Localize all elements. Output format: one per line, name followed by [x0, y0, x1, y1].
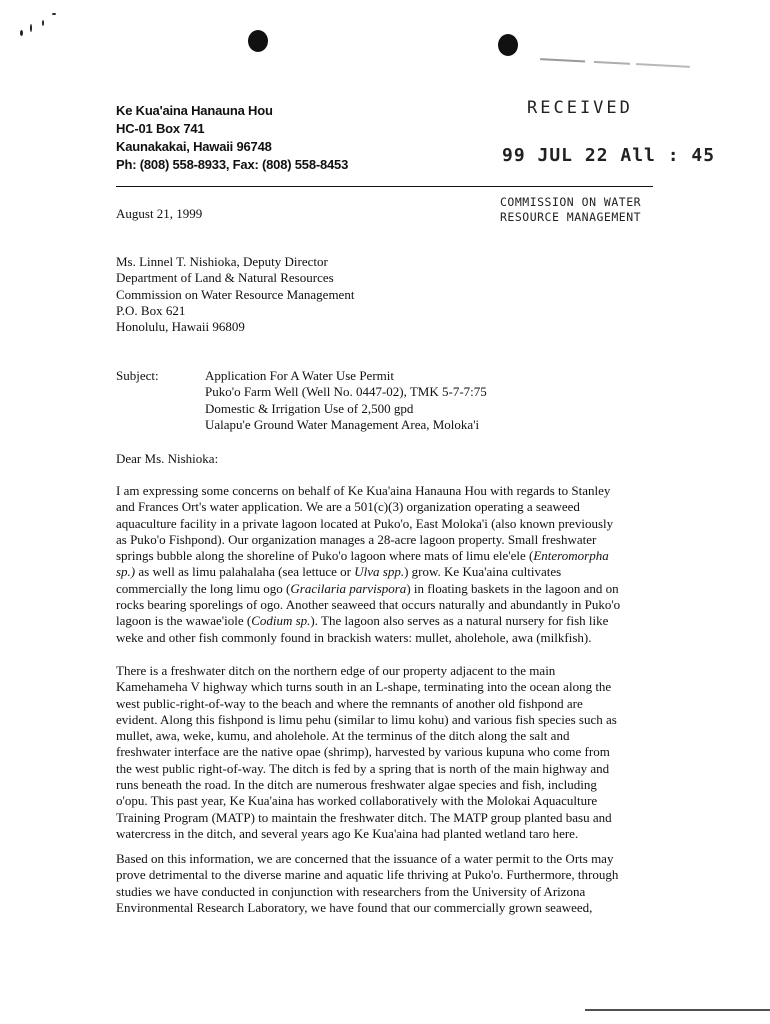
paragraph-line: commercially the long limu ogo (Gracilaria parvispora) in floating baskets in the lagoon and on [116, 580, 619, 596]
subject-line: Puko'o Farm Well (Well No. 0447-02), TMK 5-7-7:75 [205, 384, 487, 400]
paragraph-line: as Puko'o Fishpond). Our organization manages a 28-acre lagoon property. Small freshwater [116, 531, 597, 547]
address-line: Ms. Linnel T. Nishioka, Deputy Director [116, 254, 328, 269]
address-line: P.O. Box 621 [116, 302, 186, 318]
paragraph-line: aquaculture facility in a private lagoon located at Puko'o, East Moloka'i (also known previously [116, 515, 614, 531]
paragraph-line: Training Program (MATP) to maintain the freshwater ditch. The MATP group planted basu and [116, 809, 612, 825]
paragraph-line: o'opu. This past year, Ke Kua'aina has worked collaboratively with the Molokai Aquaculture [116, 793, 598, 809]
salutation: Dear Ms. Nishioka: [116, 451, 219, 466]
subject-line: Domestic & Irrigation Use of 2,500 gpd [205, 400, 414, 416]
paragraph-line: lagoon is the wawae'iole (Codium sp.). The lagoon also serves as a natural nursery for fish like [116, 613, 609, 629]
italic-term: sp.) [116, 564, 136, 580]
body-paragraph [116, 851, 661, 916]
letterhead-divider [116, 186, 653, 187]
paragraph-line: runs beneath the road. In the ditch are numerous freshwater algae species and fish, including [116, 777, 597, 793]
stamp-commission-line: RESOURCE MANAGEMENT [500, 210, 642, 224]
paragraph-line: the west public right-of-way. The ditch is fed by a spring that is north of the main highway and [116, 760, 610, 776]
subject-lines [205, 368, 487, 433]
paragraph-line: springs bubble along the shoreline of Puko'o lagoon where mats of limu ele'ele (Enteromorpha [116, 548, 609, 564]
paragraph-line: watercress in the ditch, and several years ago Ke Kua'aina had planted wetland taro here. [116, 825, 579, 841]
paragraph-line: Based on this information, we are concerned that the issuance of a water permit to the Orts may [116, 851, 614, 866]
scan-speck [30, 24, 32, 32]
letterhead-city: Kaunakakai, Hawaii 96748 [116, 139, 272, 154]
paragraph-line: Environmental Research Laboratory, we have found that our commercially grown seaweed, [116, 899, 593, 915]
body-paragraph [116, 663, 661, 842]
letterhead-phone: Ph: (808) 558-8933, Fax: (808) 558-8453 [116, 157, 349, 172]
paragraph-line: sp.) as well as limu palahalaha (sea lettuce or Ulva spp.) grow. Ke Kua'aina cultivates [116, 564, 562, 580]
body-paragraph [116, 483, 661, 646]
italic-term: Gracilaria parvispora [290, 580, 407, 596]
received-stamp-date: 99 JUL 22 All : 45 [502, 145, 716, 166]
recipient-address [116, 254, 354, 335]
punch-hole [498, 34, 518, 56]
letterhead-org: Ke Kua'aina Hanauna Hou [116, 103, 273, 118]
stamp-commission-line: COMMISSION ON WATER [500, 195, 642, 209]
received-stamp: RECEIVED [527, 98, 633, 118]
paragraph-line: prove detrimental to the diverse marine and aquatic life thriving at Puko'o. Furthermore, through [116, 867, 619, 883]
paragraph-line: studies we have conducted in conjunction with researchers from the University of Arizona [116, 883, 586, 899]
paragraph-line: rocks bearing sporelings of ogo. Another seaweed that occurs naturally and abundantly in Puko'o [116, 597, 621, 613]
paragraph-line: There is a freshwater ditch on the northern edge of our property adjacent to the main [116, 663, 556, 678]
address-line: Department of Land & Natural Resources [116, 270, 334, 286]
paragraph-line: and Frances Ort's water application. We are a 501(c)(3) organization operating a seaweed [116, 499, 580, 515]
italic-term: Ulva spp. [354, 564, 405, 580]
address-line: Commission on Water Resource Management [116, 286, 355, 302]
scan-mark [585, 1009, 770, 1011]
paragraph-line: I am expressing some concerns on behalf of Ke Kua'aina Hanauna Hou with regards to Stanley [116, 483, 611, 498]
subject-label: Subject: [116, 368, 159, 383]
italic-term: Enteromorpha [533, 548, 609, 564]
address-line: Honolulu, Hawaii 96809 [116, 319, 245, 335]
italic-term: Codium sp. [251, 613, 311, 629]
paragraph-line: mullet, awa, weke, kumu, and aholehole. At the terminus of the ditch along the salt and [116, 728, 570, 744]
scan-speck [52, 13, 56, 15]
subject-line: Application For A Water Use Permit [205, 368, 394, 383]
received-stamp-commission [500, 195, 641, 225]
paragraph-line: west public-right-of-way to the beach and where the remnants of another old fishpond are [116, 695, 583, 711]
paragraph-line: evident. Along this fishpond is limu pehu (similar to limu kohu) and various fish species such as [116, 711, 617, 727]
scan-speck [42, 20, 44, 26]
scan-mark [540, 58, 690, 68]
letter-date: August 21, 1999 [116, 206, 203, 221]
letterhead [116, 102, 348, 174]
paragraph-line: Kamehameha V highway which turns south in an L-shape, terminating into the ocean along the [116, 679, 612, 695]
paragraph-line: freshwater interface are the native opae (shrimp), harvested by various kupuna who come from [116, 744, 610, 760]
paragraph-line: weke and other fish commonly found in brackish waters: mullet, aholehole, awa (milkfish). [116, 629, 592, 645]
scan-speck [20, 30, 23, 36]
punch-hole [248, 30, 268, 52]
subject-line: Ualapu'e Ground Water Management Area, Moloka'i [205, 416, 480, 432]
letterhead-box: HC-01 Box 741 [116, 121, 205, 136]
